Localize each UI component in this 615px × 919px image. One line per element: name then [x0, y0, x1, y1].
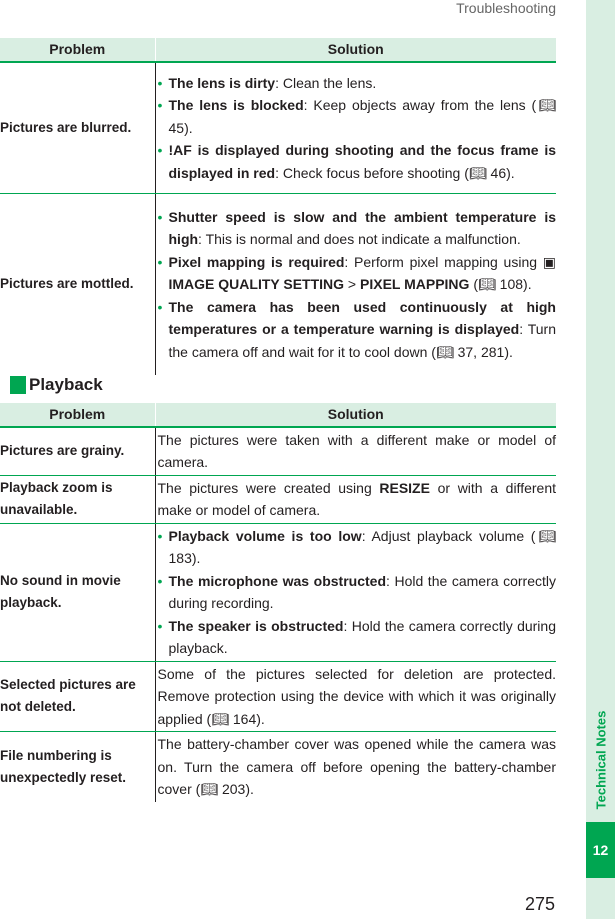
solution-item: • Playback volume is too low: Adjust playback volume (📖︎ 183). [158, 525, 557, 570]
section-marker [10, 376, 26, 394]
column-header-problem: Problem [0, 38, 155, 62]
solution-item: • The speaker is obstructed: Hold the camera correctly during playback. [158, 615, 557, 660]
solution-cell: The pictures were created using RESIZE or with a different make or model of camera. [155, 475, 556, 523]
page-ref-icon: 📖︎ [435, 343, 454, 360]
table-row [0, 732, 556, 802]
solution-cell: Some of the pictures selected for deletion are protected. Remove protection using the device with which it was originally applied (📖︎ 164). [155, 661, 556, 732]
page-ref-icon: 📖︎ [468, 164, 487, 181]
problem-cell: Playback zoom is unavailable. [0, 475, 155, 523]
solution-item: • The lens is blocked: Keep objects away from the lens (📖︎ 45). [158, 94, 557, 139]
solution-item: • !AF is displayed during shooting and the focus frame is displayed in red: Check focus before shooting (📖︎ 46). [158, 139, 557, 184]
chapter-side-label: Technical Notes [593, 710, 609, 810]
problem-cell: Pictures are mottled. [0, 276, 134, 292]
chapter-tab: 12 [586, 822, 615, 878]
problem-cell: File numbering is unexpectedly reset. [0, 747, 127, 785]
troubleshooting-table-1 [0, 38, 556, 375]
troubleshooting-table-2 [0, 403, 556, 802]
problem-cell: Selected pictures are not deleted. [0, 661, 155, 732]
solution-item: • The lens is dirty: Clean the lens. [158, 72, 557, 95]
solution-item: • The camera has been used continuously at high temperatures or a temperature warning is displayed: Turn the camera off and wait for it to cool down (📖︎ 37, 281). [158, 296, 557, 364]
page-ref-icon: 📖︎ [211, 710, 229, 727]
solution-item: • Pixel mapping is required: Perform pixel mapping using ▣ IMAGE QUALITY SETTING > PIXEL MAPPING (📖︎ 108). [158, 251, 557, 296]
page-ref-icon: 📖︎ [200, 781, 219, 797]
table-row [0, 475, 556, 523]
solution-cell [155, 194, 556, 375]
table-row [0, 427, 556, 476]
problem-cell: Pictures are blurred. [0, 62, 155, 194]
problem-cell: No sound in movie playback. [0, 523, 155, 661]
column-header-solution: Solution [155, 38, 556, 62]
image-quality-menu-icon: ▣ [542, 253, 556, 270]
column-header-solution: Solution [155, 403, 556, 427]
page-ref-icon: 📖︎ [536, 97, 556, 113]
page-number: 275 [524, 894, 555, 914]
page-ref-icon: 📖︎ [535, 527, 557, 544]
column-header-problem: Problem [0, 403, 155, 427]
table-row [0, 62, 556, 194]
section-heading: Playback [0, 374, 556, 398]
running-header: Troubleshooting [456, 0, 556, 16]
table-row [0, 194, 556, 375]
problem-cell: Pictures are grainy. [0, 427, 155, 476]
solution-cell [155, 62, 556, 194]
table-row [0, 661, 556, 732]
solution-cell: The pictures were taken with a different make or model of camera. [155, 427, 556, 476]
table-row [0, 523, 556, 661]
page-ref-icon: 📖︎ [478, 276, 496, 292]
solution-cell [155, 523, 556, 661]
solution-item: • The microphone was obstructed: Hold the camera correctly during recording. [158, 570, 557, 615]
solution-cell: The battery-chamber cover was opened while the camera was on. Turn the camera off before opening the battery-chamber cover (📖︎ 203). [155, 732, 556, 802]
solution-item: • Shutter speed is slow and the ambient temperature is high: This is normal and does not indicate a malfunction. [158, 206, 557, 251]
